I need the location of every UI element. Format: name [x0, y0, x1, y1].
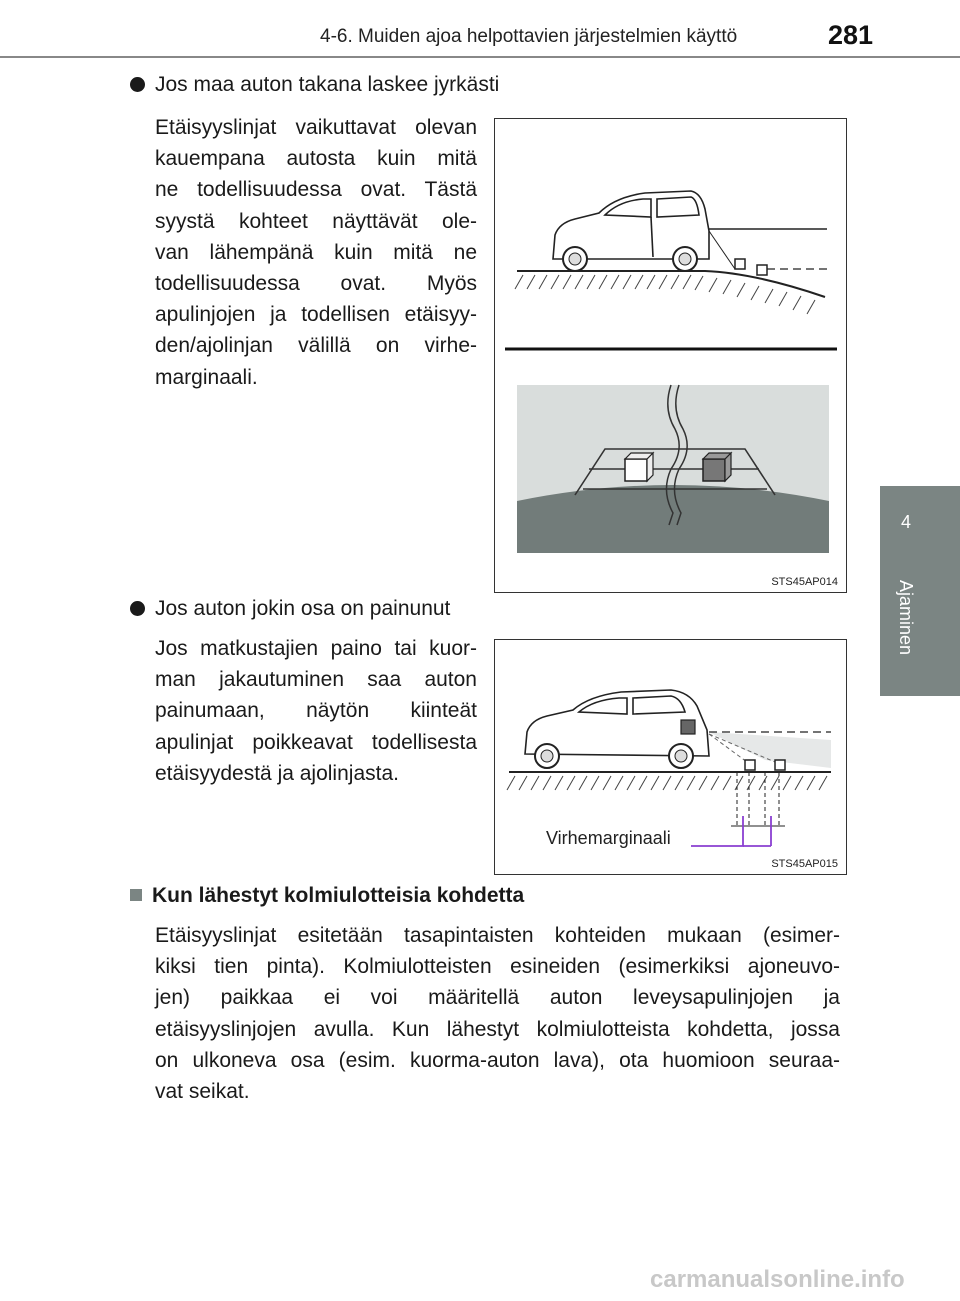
steep-slope-illustration [495, 119, 845, 591]
text-line: kiksi tien pinta). Kolmiulotteisten esineiden (esimerkiksi ajoneuvo- [155, 955, 840, 979]
text-line: den/ajolinjan välillä on virhe- [155, 334, 477, 358]
text-line: on ulkoneva osa (esim. kuorma-auton lava), ota huomioon seuraa- [155, 1048, 840, 1072]
chapter-number: 4 [900, 512, 911, 532]
text-line: vat seikat. [155, 1080, 250, 1104]
figure-steep-slope [494, 118, 847, 593]
header-divider [0, 56, 960, 58]
text-line: man jakautuminen saa auton [155, 668, 477, 692]
text-line: apulinjat poikkeavat todellisesta [155, 730, 477, 754]
bullet-vehicle-sag [130, 597, 450, 621]
figure-vehicle-sag [494, 639, 847, 875]
text-line: van lähempänä kuin mitä ne [155, 240, 477, 264]
text-line: todellisuudessa ovat. Myös [155, 272, 477, 296]
square-bullet-icon [130, 889, 142, 901]
paragraph-steep-slope [155, 112, 477, 393]
bullet-dot-icon [130, 77, 145, 92]
text-line: Jos matkustajien paino tai kuor- [155, 637, 477, 660]
paragraph-vehicle-sag [155, 633, 477, 789]
bullet-dot-icon [130, 601, 145, 616]
text-line: jen) paikkaa ei voi määritellä auton leveysapulinjojen ja [155, 986, 840, 1010]
text-line: kauempana autosta kuin mitä [155, 147, 477, 171]
text-line: Etäisyyslinjat esitetään tasapintaisten kohteiden mukaan (esimer- [155, 924, 840, 947]
figure-code: STS45AP014 [771, 576, 838, 588]
text-line: marginaali. [155, 365, 258, 389]
text-line: apulinjojen ja todellisen etäisyy- [155, 303, 477, 327]
text-line: ne todellisuudessa ovat. Tästä [155, 178, 477, 202]
running-header-title: 4-6. Muiden ajoa helpottavien järjestelmien käyttö [320, 26, 738, 47]
section-heading-text: Kun lähestyt kolmiulotteisia kohdetta [152, 884, 525, 907]
text-line: syystä kohteet näyttävät ole- [155, 209, 477, 233]
text-line: etäisyyslinjojen avulla. Kun lähestyt kolmiulotteista kohdetta, jossa [155, 1017, 840, 1041]
figure-code: STS45AP015 [771, 858, 838, 870]
bullet-steep-slope [130, 73, 499, 97]
paragraph-3d-objects [155, 920, 840, 1107]
error-margin-label: Virhemarginaali [546, 828, 671, 848]
text-line: etäisyydestä ja ajolinjasta. [155, 761, 399, 785]
section-heading [130, 884, 524, 908]
bullet-steep-slope-text: Jos maa auton takana laskee jyrkästi [155, 73, 500, 96]
watermark: carmanualsonline.info [650, 1266, 905, 1293]
text-line: Etäisyyslinjat vaikuttavat olevan [155, 116, 477, 139]
bullet-vehicle-sag-text: Jos auton jokin osa on painunut [155, 597, 451, 620]
page-number: 281 [828, 20, 874, 50]
chapter-label-text: Ajaminen [896, 580, 916, 656]
text-line: painumaan, näytön kiinteät [155, 699, 477, 723]
